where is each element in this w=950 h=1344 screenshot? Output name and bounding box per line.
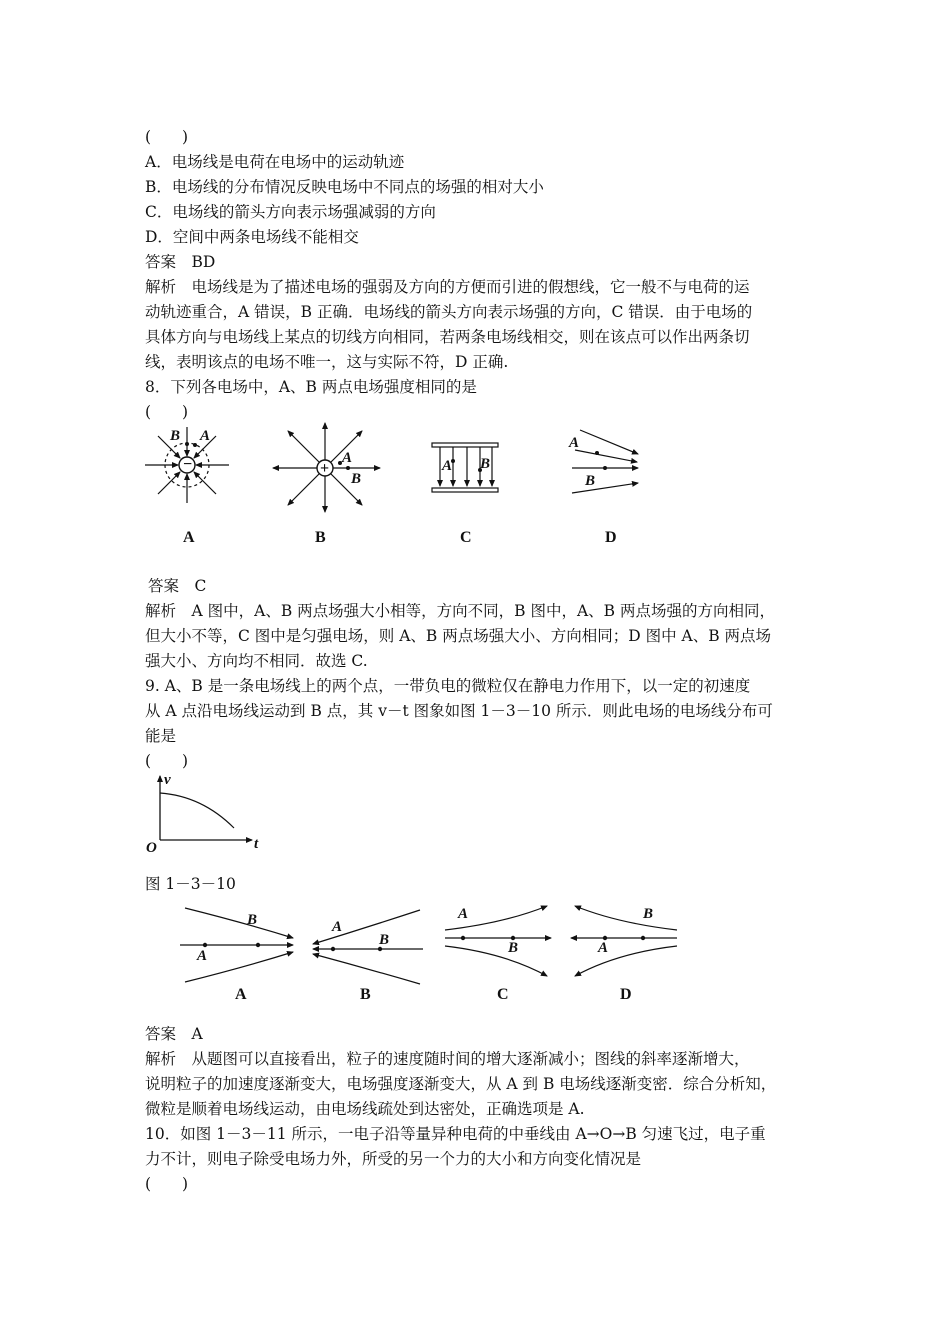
q7-analysis-3: 具体方向与电场线上某点的切线方向相同，若两条电场线相交，则在该点可以作出两条切	[145, 328, 750, 346]
q8-field-figures	[135, 420, 655, 555]
q8-fig-b-charge-sign: +	[320, 460, 330, 477]
q9-option-a-point-a: A	[197, 948, 208, 964]
q9-option-a-point-b: B	[247, 912, 258, 928]
q9-vt-graph	[140, 770, 280, 860]
q7-option-a: A．电场线是电荷在电场中的运动轨迹	[145, 153, 405, 171]
q8-fig-label-a: A	[183, 529, 195, 546]
q9-fig-label-d: D	[620, 986, 632, 1003]
q8-analysis-3: 强大小、方向均不相同．故选 C.	[145, 652, 368, 670]
q8-fig-d-point-b: B	[585, 473, 596, 489]
q9-graph-origin: O	[146, 840, 157, 856]
q8-fig-d-converging-field	[572, 430, 638, 493]
q9-option-a-diagram	[180, 908, 293, 982]
q9-graph-y-label: v	[164, 772, 171, 788]
q7-analysis-4: 线，表明该点的电场不唯一，这与实际不符，D 正确.	[145, 353, 509, 371]
q10-stem-2: 力不计，则电子除受电场力外，所受的另一个力的大小和方向变化情况是	[145, 1150, 642, 1168]
q8-fig-a-charge-sign: −	[183, 456, 193, 473]
q8-fig-b-point-b: B	[351, 471, 362, 487]
q10-bracket: ( )	[145, 1175, 189, 1193]
q9-velocity-curve	[160, 793, 234, 828]
q8-fig-d-point-a: A	[569, 435, 580, 451]
q8-analysis-1: 解析 A 图中，A、B 两点场强大小相等，方向不同，B 图中，A、B 两点场强的方向相同，	[145, 602, 775, 620]
q10-stem-1: 10．如图 1－3－11 所示，一电子沿等量异种电荷的中垂线由 A→O→B 匀速飞过，电子重	[145, 1125, 766, 1143]
q9-field-line-options	[175, 898, 695, 1006]
q9-answer: 答案 A	[145, 1025, 203, 1043]
q9-analysis-1: 解析 从题图可以直接看出，粒子的速度随时间的增大逐渐减小；图线的斜率逐渐增大，	[145, 1050, 750, 1068]
q8-stem: 8．下列各电场中，A、B 两点电场强度相同的是	[145, 378, 477, 396]
q8-answer: 答案 C	[148, 577, 207, 595]
q9-stem-3: 能是	[145, 727, 177, 745]
q9-option-b-diagram	[313, 910, 423, 984]
q8-fig-a-point-a: A	[200, 428, 211, 444]
q8-fig-label-b: B	[315, 529, 326, 546]
q8-fig-label-d: D	[605, 529, 617, 546]
q9-option-d-diagram	[571, 906, 677, 976]
q8-analysis-2: 但大小不等，C 图中是匀强电场，则 A、B 两点场强大小、方向相同；D 图中 A、B 两点场	[145, 627, 772, 645]
q8-bracket: ( )	[145, 403, 189, 421]
q9-caption: 图 1－3－10	[145, 875, 236, 893]
q9-option-b-point-a: A	[332, 919, 343, 935]
q7-analysis-2: 动轨迹重合，A 错误，B 正确．电场线的箭头方向表示场强的方向，C 错误．由于电场的	[145, 303, 753, 321]
q9-fig-label-b: B	[360, 986, 371, 1003]
q9-bracket: ( )	[145, 752, 189, 770]
q9-analysis-3: 微粒是顺着电场线运动，由电场线疏处到达密处，正确选项是 A.	[145, 1100, 585, 1118]
q9-fig-label-a: A	[235, 986, 247, 1003]
q9-option-c-point-a: A	[458, 906, 469, 922]
q7-analysis-1: 解析 电场线是为了描述电场的强弱及方向的方便而引进的假想线，它一般不与电荷的运	[145, 278, 750, 296]
q7-bracket: ( )	[145, 128, 189, 146]
q9-stem-1: 9. A、B 是一条电场线上的两个点，一带负电的微粒仅在静电力作用下，以一定的初速度	[145, 677, 751, 695]
q9-fig-label-c: C	[497, 986, 509, 1003]
q8-fig-c-point-b: B	[480, 456, 491, 472]
q9-option-d-point-b: B	[643, 906, 654, 922]
q9-option-d-point-a: A	[598, 940, 609, 956]
q8-fig-label-c: C	[460, 529, 472, 546]
q7-answer: 答案 BD	[145, 253, 216, 271]
q9-option-c-point-b: B	[508, 940, 519, 956]
q9-option-b-point-b: B	[379, 932, 390, 948]
q7-option-c: C．电场线的箭头方向表示场强减弱的方向	[145, 203, 436, 221]
q7-option-d: D．空间中两条电场线不能相交	[145, 228, 359, 246]
q9-analysis-2: 说明粒子的加速度逐渐变大，电场强度逐渐变大，从 A 到 B 电场线逐渐变密．综合分析知，	[145, 1075, 777, 1093]
q9-stem-2: 从 A 点沿电场线运动到 B 点，其 v－t 图象如图 1－3－10 所示．则此电场的电场线分布可	[145, 702, 773, 720]
q9-graph-x-label: t	[254, 836, 259, 852]
q8-fig-a-point-b: B	[170, 428, 181, 444]
q8-fig-b-point-a: A	[342, 450, 353, 466]
q7-option-b: B．电场线的分布情况反映电场中不同点的场强的相对大小	[145, 178, 544, 196]
q8-fig-c-point-a: A	[442, 458, 453, 474]
